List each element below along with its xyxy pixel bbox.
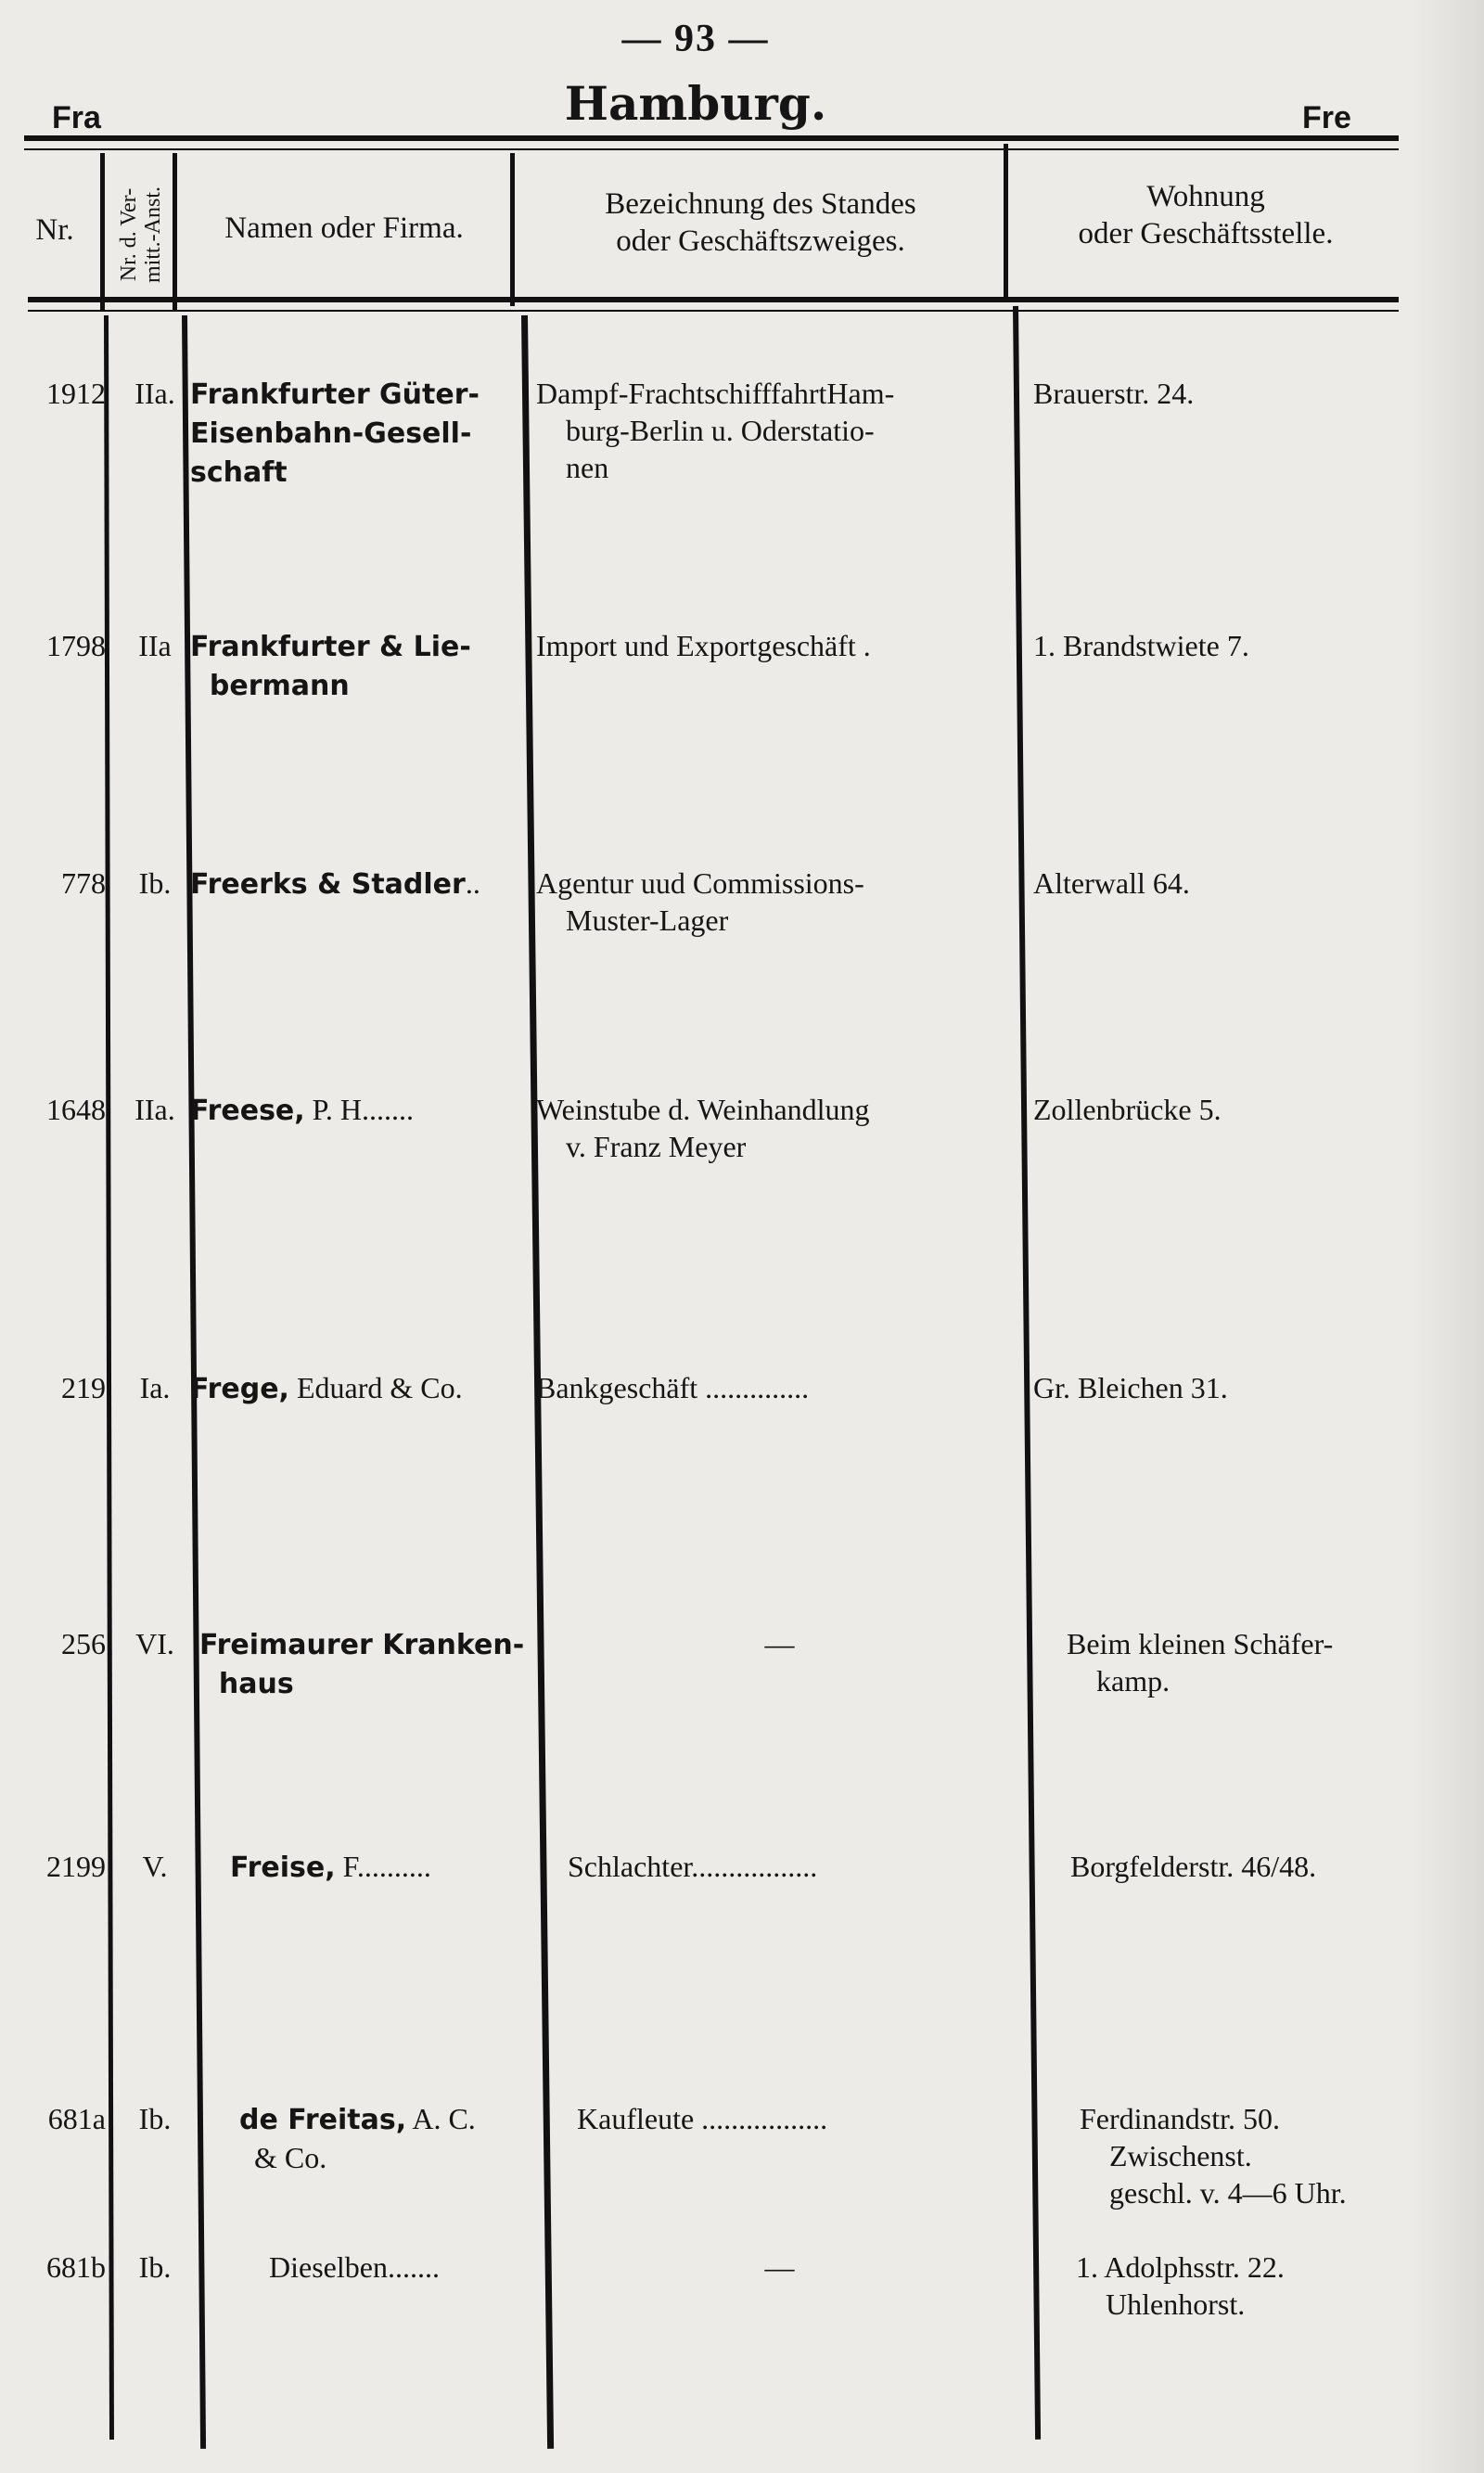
- entry-trade: Agentur uud Commissions- Muster-Lager: [536, 866, 864, 937]
- entry-address: Borgfelderstr. 46/48.: [1070, 1850, 1317, 1883]
- top-rule-thin: [24, 148, 1399, 150]
- entry-number: 681a: [47, 2102, 106, 2135]
- entry-address: Zollenbrücke 5.: [1033, 1093, 1222, 1126]
- entry-trade: Kaufleute .................: [577, 2102, 828, 2135]
- entry-trade-dash: —: [764, 2250, 795, 2284]
- entry-name: [190, 1369, 529, 1408]
- entry-trade-dash: —: [764, 1627, 795, 1660]
- column-header-nr: Nr.: [35, 213, 74, 247]
- agency-number: Ib.: [138, 2250, 172, 2284]
- entry-name-bold: Freese,: [190, 1095, 305, 1127]
- entry-name-rest: P. H.......: [304, 1093, 415, 1126]
- entry-name: [190, 627, 529, 705]
- entry-name-rest: F..........: [335, 1850, 431, 1883]
- page-title: Hamburg.: [564, 76, 827, 131]
- page-number: — 93 —: [621, 18, 770, 60]
- entry-address: Alterwall 64.: [1033, 866, 1190, 900]
- entry-name-bold: Freise,: [230, 1852, 336, 1884]
- entry-address: Ferdinandstr. 50. Zwischenst. geschl. v. 4—6 Uhr.: [1080, 2102, 1347, 2210]
- entry-name: [190, 1091, 529, 1130]
- header-divider-4: [1004, 144, 1008, 301]
- entry-trade: Import und Exportgeschäft .: [536, 629, 871, 662]
- entry-number: 1912: [46, 377, 106, 410]
- entry-number: 219: [61, 1371, 106, 1404]
- entry-name-bold: Freimaurer Kranken- haus: [199, 1629, 525, 1700]
- header-divider-3: [510, 153, 515, 306]
- agency-number: Ib.: [138, 866, 172, 900]
- column-header-name: Namen oder Firma.: [224, 211, 464, 245]
- column-header-stand: Bezeichnung des Standes oder Geschäftszweiges.: [605, 187, 916, 258]
- entry-name: [239, 2100, 578, 2176]
- entry-trade: Schlachter.................: [568, 1850, 818, 1883]
- entry-name-bold: de Freitas,: [239, 2104, 407, 2136]
- agency-number: Ia.: [139, 1371, 171, 1404]
- entry-name-rest: Dieselben.......: [232, 2250, 440, 2284]
- header-bottom-rule: [28, 297, 1399, 302]
- entry-name: [232, 2249, 570, 2287]
- agency-number: V.: [142, 1850, 168, 1883]
- column-header-anstalt: [104, 156, 178, 314]
- entry-name: [230, 1848, 569, 1887]
- entry-address: Brauerstr. 24.: [1033, 377, 1195, 410]
- entry-address: 1. Adolphsstr. 22. Uhlenhorst.: [1076, 2250, 1285, 2321]
- agency-number: IIa.: [134, 1093, 175, 1126]
- entry-name-bold: Frankfurter & Lie- bermann: [190, 631, 471, 702]
- catchword-right: Fre: [1302, 100, 1351, 135]
- entry-number: 2199: [46, 1850, 106, 1883]
- entry-address: Gr. Bleichen 31.: [1033, 1371, 1228, 1404]
- entry-name: [190, 865, 529, 903]
- entry-name-bold: Freerks & Stadler: [190, 868, 466, 901]
- column-header-wohnung: Wohnung oder Geschäftsstelle.: [1078, 180, 1334, 250]
- entry-trade: Weinstube d. Weinhandlung v. Franz Meyer: [536, 1093, 870, 1163]
- entry-name: [190, 375, 529, 492]
- entry-address: 1. Brandstwiete 7.: [1033, 629, 1249, 662]
- agency-number: Ib.: [138, 2102, 172, 2135]
- entry-number: 1798: [46, 629, 106, 662]
- entry-name: [199, 1625, 538, 1703]
- entry-number: 778: [61, 866, 106, 900]
- entry-trade: [536, 1625, 1023, 1662]
- entry-number: 256: [61, 1627, 106, 1660]
- entry-trade: [536, 2249, 1023, 2286]
- entry-address: Beim kleinen Schäfer- kamp.: [1067, 1627, 1334, 1698]
- entry-name-rest: ..: [465, 866, 480, 900]
- entry-name-rest: A. C. & Co.: [254, 2102, 476, 2174]
- entry-trade: Dampf-FrachtschifffahrtHam- burg-Berlin u. Oderstatio- nen: [536, 377, 895, 484]
- catchword-left: Fra: [52, 100, 101, 135]
- entry-number: 1648: [46, 1093, 106, 1126]
- agency-number: IIa: [138, 629, 172, 662]
- header-bottom-rule-thin: [28, 310, 1399, 312]
- top-rule: [24, 135, 1399, 141]
- entry-name-bold: Frankfurter Güter- Eisenbahn-Gesell- schaft: [190, 378, 480, 489]
- entry-number: 681b: [46, 2250, 106, 2284]
- entry-trade: Bankgeschäft ..............: [536, 1371, 810, 1404]
- entry-name-bold: Frege,: [190, 1373, 289, 1405]
- agency-number: IIa.: [134, 377, 175, 410]
- entry-name-rest: Eduard & Co.: [288, 1371, 463, 1404]
- agency-number: VI.: [135, 1627, 174, 1660]
- column-header-anstalt-text: Nr. d. Ver- mitt.-Anst.: [117, 186, 165, 284]
